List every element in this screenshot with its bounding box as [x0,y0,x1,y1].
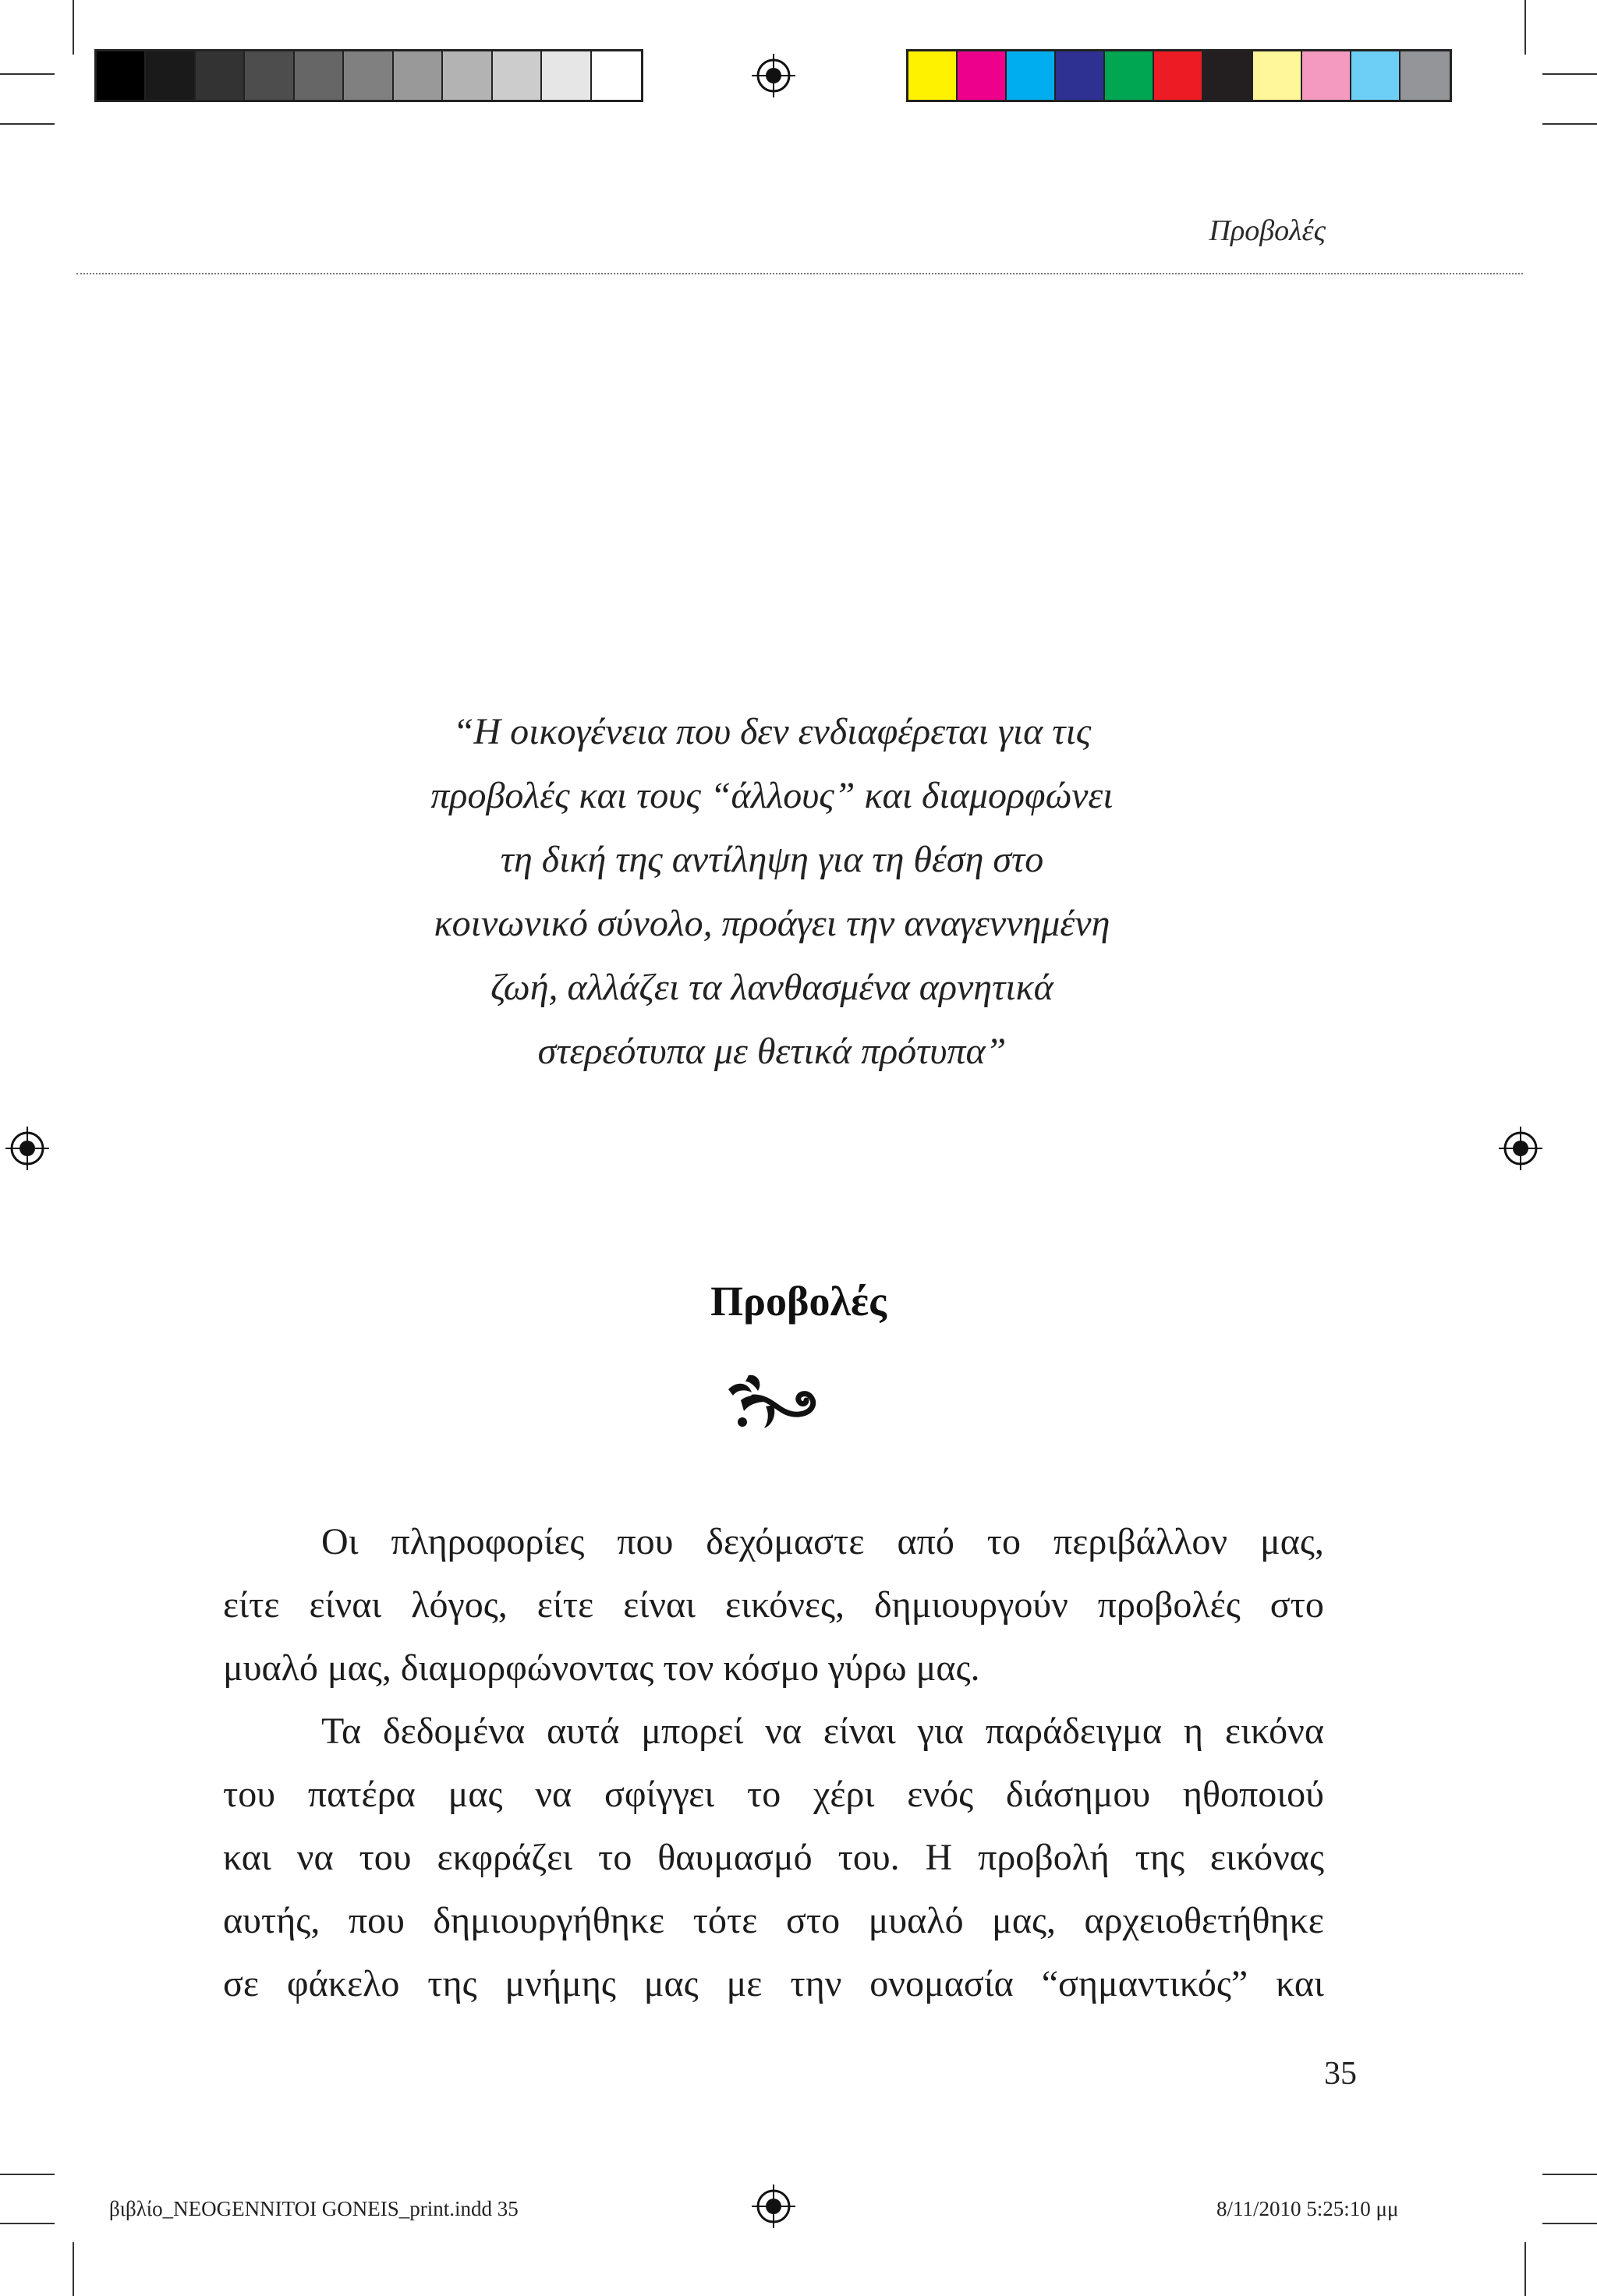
body-word: ενός [907,1774,974,1815]
registration-mark-icon [1499,1127,1542,1170]
body-word: χέρι [813,1774,875,1815]
crop-mark [73,0,74,55]
color-swatch [958,51,1007,100]
color-swatch [1056,51,1105,100]
color-swatch [542,51,591,100]
color-swatch [592,51,641,100]
epigraph-line: “Η οικογένεια που δεν ενδιαφέρεται για τις [452,711,1092,752]
body-word: “σημαντικός” [1041,1963,1248,2004]
epigraph-line: ζωή, αλλάζει τα λανθασμένα αρνητικά [490,967,1053,1008]
body-word: μας, [992,1900,1056,1941]
body-word: λόγος, [411,1584,508,1626]
body-word: Οι [321,1521,359,1562]
body-word: και [223,1837,271,1878]
floral-ornament-icon [717,1366,827,1436]
color-swatch [97,51,146,100]
body-word: είναι [309,1584,382,1626]
body-word: να [765,1711,802,1752]
body-text [223,1510,1324,2015]
body-word: στο [785,1900,841,1941]
crop-mark [1524,2242,1526,2296]
color-swatch [1203,51,1252,100]
body-word: προβολές [1097,1584,1241,1626]
body-word: που [617,1521,674,1562]
color-swatch [1302,51,1351,100]
epigraph-quote [226,700,1318,1084]
color-swatch [1351,51,1400,100]
body-word: προβολή [978,1837,1110,1878]
body-word: εικόνες, [724,1584,845,1626]
body-word: της [427,1963,477,2004]
body-word: εκφράζει [437,1837,573,1878]
body-word: με [726,1963,763,2004]
body-word: Η [925,1837,953,1878]
page-number: 35 [1324,2056,1357,2092]
body-word: φάκελο [286,1963,400,2004]
body-word: θαυμασμό [657,1837,813,1878]
body-word: μυαλό [868,1900,964,1941]
body-word: που [348,1900,405,1941]
body-word: περιβάλλον [1053,1521,1228,1562]
color-swatch [1253,51,1302,100]
body-word: του [359,1837,412,1878]
body-word: του [223,1774,276,1815]
color-swatch [1105,51,1154,100]
body-word: Τα [321,1711,362,1752]
body-word: σε [223,1963,260,2004]
body-word: το [598,1837,632,1878]
body-word: της [1135,1837,1184,1878]
running-head: Προβολές [1209,214,1326,247]
body-word: μας [448,1774,503,1815]
body-word: αρχειοθετήθηκε [1084,1900,1324,1941]
section-title: Προβολές [710,1278,887,1325]
crop-mark [0,73,55,75]
body-line [223,1763,1324,1826]
body-word: η [1183,1711,1204,1752]
color-swatch [196,51,245,100]
registration-mark-icon [5,1127,49,1170]
body-word: εικόνας [1209,1837,1324,1878]
color-swatch [394,51,443,100]
color-swatch [344,51,393,100]
color-swatch [146,51,195,100]
body-word: μας [643,1963,699,2004]
body-line [223,1510,1324,1573]
body-word: αυτά [547,1711,620,1752]
body-word: σφίγγει [604,1774,715,1815]
crop-mark [1542,73,1597,75]
body-word: μπορεί [641,1711,744,1752]
body-line [223,1889,1324,1952]
body-word: από [897,1521,954,1562]
body-word: πληροφορίες [391,1521,585,1562]
body-word: ηθοποιού [1182,1774,1324,1815]
color-swatch [443,51,492,100]
crop-mark [1542,123,1597,125]
body-word: μας, [1260,1521,1324,1562]
body-word: είναι [823,1711,896,1752]
crop-mark [0,2223,55,2224]
epigraph-line: προβολές και τους “άλλους” και διαμορφώνει [430,775,1114,816]
body-word: δημιουργήθηκε [433,1900,665,1941]
body-word: είτε [223,1584,280,1626]
registration-mark-icon [752,2185,795,2228]
color-swatch [1007,51,1056,100]
body-word: το [986,1521,1022,1562]
body-word: και [1276,1963,1324,2004]
slug-filename: βιβλίο_NEOGENNITOI GONEIS_print.indd 35 [109,2197,519,2220]
body-line [223,1952,1324,2015]
color-swatch [295,51,344,100]
body-word: πατέρα [307,1774,416,1815]
color-swatch [908,51,958,100]
crop-mark [1524,0,1526,55]
process-color-bar [906,49,1452,102]
body-word: στο [1269,1584,1324,1626]
body-word: να [296,1837,334,1878]
body-line [223,1700,1324,1763]
crop-mark [73,2242,74,2296]
body-word: είτε [536,1584,594,1626]
body-line: μυαλό μας, διαμορφώνοντας τον κόσμο γύρω μας. [223,1647,980,1689]
grayscale-color-bar [94,49,643,102]
body-word: διάσημου [1005,1774,1151,1815]
body-word: μνήμης [505,1963,616,2004]
body-word: το [746,1774,781,1815]
body-line [223,1573,1324,1636]
body-word: τότε [692,1900,758,1941]
registration-mark-icon [752,54,795,97]
slug-timestamp: 8/11/2010 5:25:10 μμ [1216,2197,1399,2220]
epigraph-line: τη δική της αντίληψη για τη θέση στο [500,839,1044,880]
color-swatch [1400,51,1450,100]
crop-mark [1542,2223,1597,2224]
crop-mark [0,2174,55,2175]
crop-mark [0,123,55,125]
header-rule [76,273,1523,274]
body-line [223,1826,1324,1889]
body-word: εικόνα [1224,1711,1324,1752]
body-word: αυτής, [223,1900,320,1941]
body-word: να [535,1774,572,1815]
color-swatch [245,51,294,100]
epigraph-line: στερεότυπα με θετικά πρότυπα” [537,1031,1007,1072]
body-word: ονομασία [869,1963,1014,2004]
body-word: είναι [623,1584,696,1626]
epigraph-line: κοινωνικό σύνολο, προάγει την αναγεννημένη [434,903,1110,944]
body-word: δημιουργούν [874,1584,1068,1626]
body-word: δεχόμαστε [706,1521,865,1562]
body-word: για [917,1711,964,1752]
body-word: παράδειγμα [985,1711,1163,1752]
body-word: δεδομένα [383,1711,526,1752]
body-word: του. [837,1837,900,1878]
color-swatch [1154,51,1203,100]
color-swatch [493,51,542,100]
crop-mark [1542,2174,1597,2175]
body-word: την [790,1963,842,2004]
